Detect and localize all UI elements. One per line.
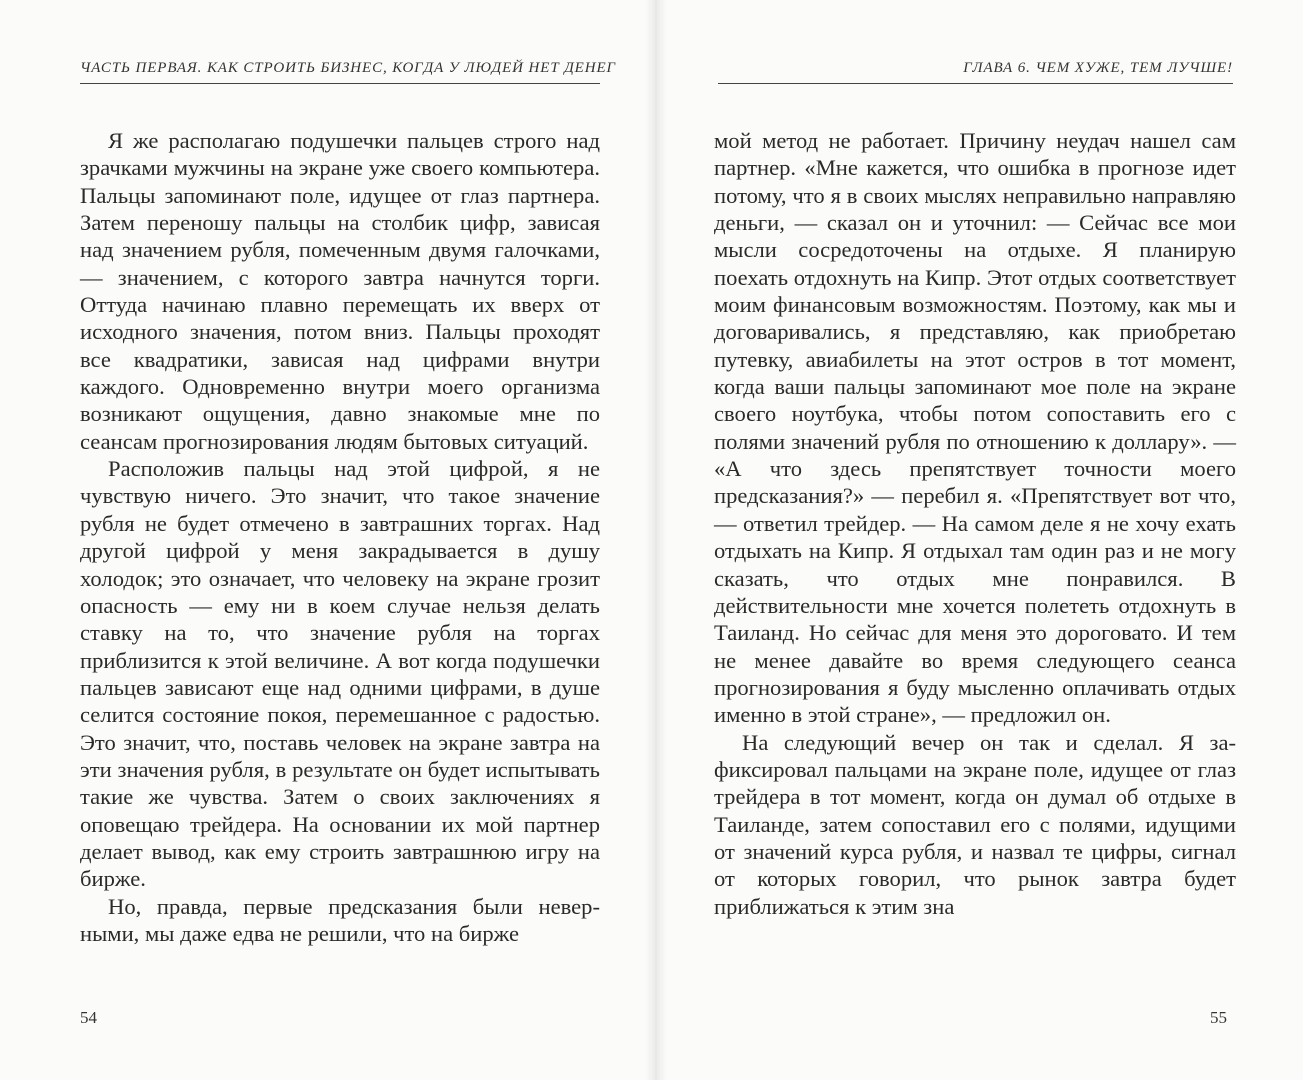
left-page-text <box>80 127 600 947</box>
left-paragraph-2: Расположив пальцы над этой цифрой, я не чувствую ничего. Это значит, что такое значение рубля не будет отмечено в завтрашних торгах. Над другой цифрой у меня закрадывается в душу холодок; это означает, что человеку на экране грозит опасность — ему ни в коем случае нельзя делать ставку на то, что значение рубля на торгах приблизится к этой величине. А вот когда подушечки пальцев зависают еще над одними цифрами, в душе селится состояние покоя, перемешанное с радостью. Это значит, что, поставь человек на экране завтра на эти значения рубля, в результате он будет испытывать такие же чувства. Затем о своих заключениях я оповещаю трейдера. На основании их мой партнер делает вывод, как ему строить завтрашнюю игру на бирже. <box>80 456 600 892</box>
right-header-rule <box>718 83 1233 84</box>
right-page <box>656 0 1303 1080</box>
left-paragraph-1: Я же располагаю подушечки пальцев строго над зрачками мужчины на экране уже своего компьютера. Пальцы запоминают поле, идущее от глаз партнера. Затем переношу пальцы на столбик цифр, зависая над значением рубля, помеченным двумя галочками, — значением, с которого завтра начнутся торги. Оттуда начинаю плавно перемещать их вверх от исходного значения, потом вниз. Пальцы проходят все квадратики, зависая над цифрами внутри каждого. Одновременно внутри моего организма возникают ощущения, давно знакомые мне по сеансам прогнозирования людям бытовых ситуаций. <box>80 128 600 454</box>
right-page-text <box>714 127 1236 920</box>
left-paragraph-3: Но, правда, первые предсказания были неверными, мы даже едва не решили, что на бирже <box>80 893 600 946</box>
right-paragraph-1: мой метод не работает. Причину неудач нашел сам партнер. «Мне кажется, что ошибка в прогнозе идет потому, что я в своих мыслях неправильно направляю деньги, — сказал он и уточнил: — Сейчас все мои мысли сосредоточены на отдыхе. Я планирую поехать отдохнуть на Кипр. Этот отдых соответствует моим финансовым возможностям. Поэтому, как мы и договаривались, я представляю, как приобретаю путевку, авиабилеты на этот остров в тот момент, когда ваши пальцы запоминают мое поле на экране своего ноутбука, чтобы потом сопоставить его с полями значений рубля по отношению к доллару». — «А что здесь препятствует точности моего предсказания?» — перебил я. «Препятствует вот что, — ответил трейдер. — На самом деле я не хочу ехать отдыхать на Кипр. Я отдыхал там один раз и не могу сказать, что отдых мне понравился. В действительности мне хочется полететь отдохнуть в Таиланд. Но сейчас для меня это дороговато. И тем не менее давайте во время следующего сеанса прогнозирования я буду мысленно оплачивать отдых именно в этой стране», — предложил он. <box>714 128 1236 728</box>
right-page-number: 55 <box>1210 1008 1227 1027</box>
left-page <box>0 0 650 1080</box>
left-page-number: 54 <box>80 1008 97 1027</box>
right-running-header: ГЛАВА 6. ЧЕМ ХУЖЕ, ТЕМ ЛУЧШЕ! <box>963 60 1233 76</box>
left-header-rule <box>80 83 600 84</box>
right-paragraph-2: На следующий вечер он так и сделал. Я зафиксировал пальцами на экране поле, идущее от глаз трейдера в тот момент, когда он думал об отдыхе в Таиланде, затем сопоставил его с полями, идущими от значений курса рубля, и назвал те цифры, сигнал от которых говорил, что рынок завтра будет приближаться к этим зна <box>714 729 1236 919</box>
left-running-header: ЧАСТЬ ПЕРВАЯ. КАК СТРОИТЬ БИЗНЕС, КОГДА У ЛЮДЕЙ НЕТ ДЕНЕГ <box>80 60 616 76</box>
